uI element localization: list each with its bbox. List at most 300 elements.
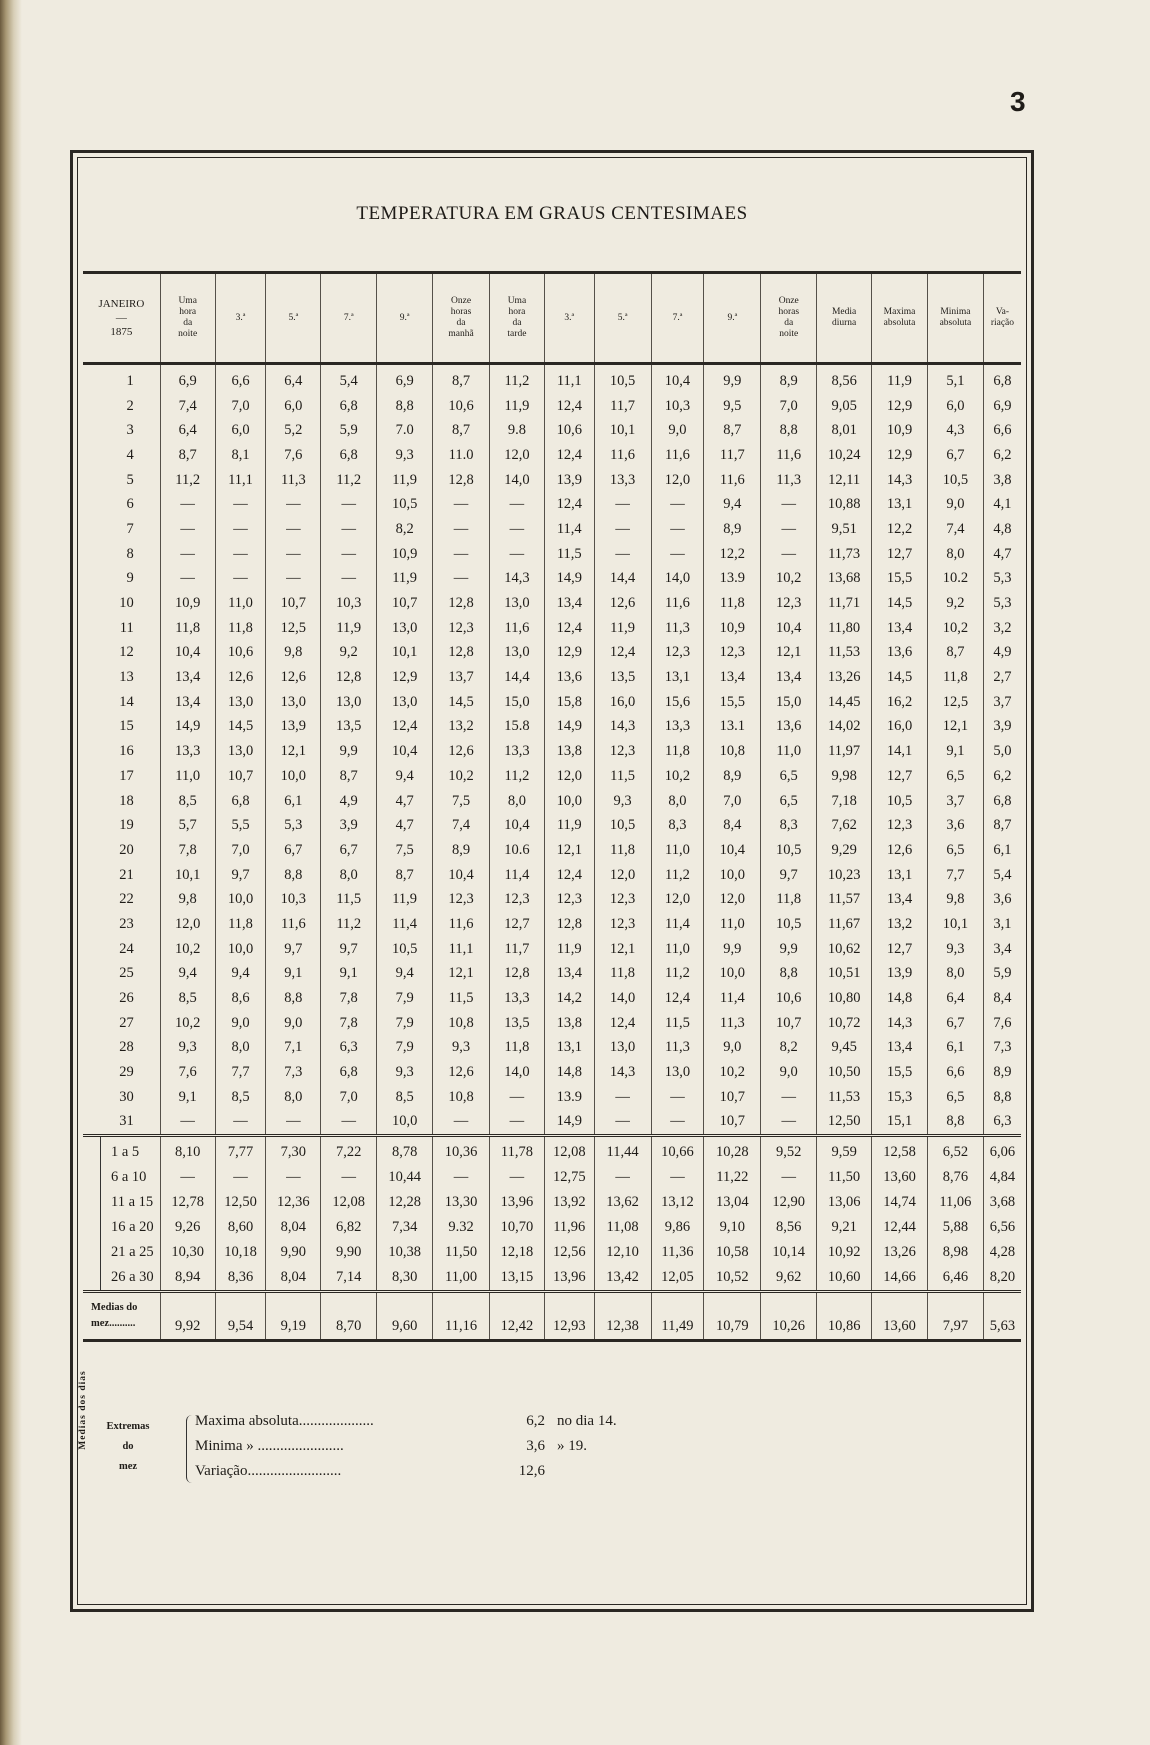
value-cell: 3,8 [983,468,1021,493]
value-cell: 13.1 [704,715,761,740]
value-cell: 11,06 [927,1190,983,1215]
value-cell: 9,3 [927,937,983,962]
value-cell: 8,30 [377,1265,433,1292]
value-cell: 10,7 [266,591,321,616]
extremes-label-line: Extremas [106,1421,150,1432]
value-cell: 10,5 [761,912,817,937]
value-cell: 9,98 [817,764,872,789]
value-cell: 10,2 [927,616,983,641]
value-cell: 9,59 [817,1136,872,1166]
value-cell: 6,2 [983,764,1021,789]
value-cell: 12,2 [872,517,928,542]
value-cell: 10,9 [872,418,928,443]
day-row [83,813,1021,838]
value-cell: 14,0 [489,468,544,493]
value-cell: 11,8 [594,838,651,863]
value-cell: 10,0 [266,764,321,789]
value-cell: 11,53 [817,641,872,666]
value-cell: 10,8 [704,739,761,764]
value-cell: 8,0 [321,863,377,888]
value-cell: 5,3 [983,567,1021,592]
period-average-row [83,1190,1021,1215]
value-cell: 7,6 [983,1011,1021,1036]
column-header-line: noite [178,329,198,339]
value-cell: 14,4 [489,665,544,690]
value-cell: 6,5 [927,838,983,863]
value-cell: 8,98 [927,1240,983,1265]
row-label-cell: 1 a 5 [83,1136,160,1166]
value-cell: 11,6 [266,912,321,937]
value-cell: 11,73 [817,542,872,567]
column-header-line: da [456,318,466,328]
value-cell: 4,3 [927,418,983,443]
column-header-line: absoluta [939,318,972,328]
value-cell: 11,44 [594,1136,651,1166]
row-label-cell: 11 [119,619,134,636]
value-cell: 5,63 [983,1292,1021,1341]
value-cell: 11,3 [266,468,321,493]
value-cell: 11,2 [321,468,377,493]
value-cell: 12,3 [704,641,761,666]
value-cell: 8,8 [761,418,817,443]
month-header [83,273,160,364]
value-cell: 7,62 [817,813,872,838]
value-cell: — [489,1110,544,1136]
period-average-row [83,1215,1021,1240]
value-cell: 13.9 [544,1085,594,1110]
row-label-cell: 30 [119,1088,134,1105]
extreme-value: 6,2 [526,1413,545,1429]
value-cell: 6,1 [983,838,1021,863]
value-cell: 10,80 [817,986,872,1011]
value-cell: 6,2 [983,443,1021,468]
value-cell: 13,6 [544,665,594,690]
value-cell: 13,6 [761,715,817,740]
value-cell: — [594,542,651,567]
value-cell: 9,0 [266,1011,321,1036]
value-cell: 7,3 [983,1036,1021,1061]
value-cell: 10,4 [433,863,490,888]
value-cell: 6,7 [266,838,321,863]
value-cell: 6,46 [927,1265,983,1292]
period-average-rows [83,1136,1021,1292]
column-header [761,273,817,364]
value-cell: 11,9 [377,567,433,592]
column-header [321,273,377,364]
value-cell: 13,9 [266,715,321,740]
value-cell: — [160,492,215,517]
value-cell: 12,4 [651,986,704,1011]
value-cell: 9,4 [377,764,433,789]
value-cell: 7,7 [215,1060,266,1085]
value-cell: 13,26 [817,665,872,690]
column-header-line: hora [508,307,526,317]
value-cell: 6,6 [215,364,266,394]
value-cell: 5,9 [983,962,1021,987]
value-cell: 10,38 [377,1240,433,1265]
value-cell: — [761,1085,817,1110]
value-cell: 7,9 [377,986,433,1011]
value-cell: 10,5 [594,813,651,838]
value-cell: 9,90 [266,1240,321,1265]
column-header-line: horas [450,307,472,317]
value-cell: 9,7 [266,937,321,962]
value-cell: — [321,517,377,542]
value-cell: 10,6 [761,986,817,1011]
value-cell: 5,2 [266,418,321,443]
value-cell: 10,7 [377,591,433,616]
value-cell: 11,2 [160,468,215,493]
value-cell: 15,3 [872,1085,928,1110]
value-cell: 8,1 [215,443,266,468]
row-label-cell: 12 [119,644,134,661]
value-cell: 11,8 [704,591,761,616]
value-cell: 7,4 [927,517,983,542]
value-cell: 6,7 [321,838,377,863]
value-cell: 7,0 [704,789,761,814]
row-label-cell: 27 [119,1014,134,1031]
value-cell: 13,2 [433,715,490,740]
value-cell: 11,16 [433,1292,490,1341]
value-cell: 11,6 [651,443,704,468]
value-cell: 12,6 [433,739,490,764]
value-cell: — [651,1110,704,1136]
column-header-line: Onze [778,296,799,306]
value-cell: 12,9 [872,394,928,419]
value-cell: 9,0 [927,492,983,517]
value-cell: — [489,1085,544,1110]
value-cell: 7,30 [266,1136,321,1166]
value-cell: 10,8 [433,1085,490,1110]
period-brace [100,1137,101,1165]
value-cell: 11,6 [594,443,651,468]
value-cell: 12,3 [544,887,594,912]
value-cell: 4,1 [983,492,1021,517]
value-cell: — [266,517,321,542]
value-cell: 13,1 [651,665,704,690]
value-cell: 10,1 [377,641,433,666]
value-cell: 13,0 [489,591,544,616]
value-cell: 11,3 [761,468,817,493]
value-cell: 12,4 [544,616,594,641]
value-cell: 7,97 [927,1292,983,1341]
value-cell: 13,3 [160,739,215,764]
day-row [83,838,1021,863]
value-cell: — [266,542,321,567]
value-cell: 12,08 [544,1136,594,1166]
value-cell: 13,62 [594,1190,651,1215]
row-label-cell: 29 [119,1064,134,1081]
day-row [83,789,1021,814]
value-cell: 13,6 [872,641,928,666]
value-cell: 8,8 [983,1085,1021,1110]
period-brace [100,1240,101,1265]
value-cell: 10,5 [377,937,433,962]
value-cell: — [761,517,817,542]
value-cell: 10,4 [377,739,433,764]
value-cell: 9,7 [761,863,817,888]
value-cell: 11,9 [377,887,433,912]
row-label-cell: 7 [126,520,134,537]
row-label-cell: 10 [119,595,134,612]
day-row [83,912,1021,937]
value-cell: 12,3 [433,887,490,912]
value-cell: 13,0 [215,739,266,764]
value-cell: 9,45 [817,1036,872,1061]
period-brace [100,1215,101,1240]
column-header-line: Minima [940,307,971,317]
value-cell: 13,7 [433,665,490,690]
value-cell: 8,76 [927,1165,983,1190]
value-cell: 12,6 [872,838,928,863]
value-cell: 6,8 [321,443,377,468]
value-cell: 13,06 [817,1190,872,1215]
value-cell: 14,8 [544,1060,594,1085]
value-cell: 11,6 [489,616,544,641]
value-cell: 8,10 [160,1136,215,1166]
value-cell: 8,5 [377,1085,433,1110]
value-cell: 11,9 [872,364,928,394]
value-cell: 7,0 [321,1085,377,1110]
temperature-table [83,271,1021,1342]
value-cell: 11,2 [489,364,544,394]
value-cell: 15,0 [489,690,544,715]
value-cell: 7,4 [160,394,215,419]
month-extremes [93,1407,793,1497]
value-cell: 9,29 [817,838,872,863]
value-cell: 7,8 [160,838,215,863]
value-cell: 11,53 [817,1085,872,1110]
column-header-line: hora [179,307,197,317]
value-cell: 10,7 [215,764,266,789]
value-cell: 11,78 [489,1136,544,1166]
value-cell: 8,7 [321,764,377,789]
value-cell: 16,2 [872,690,928,715]
value-cell: 4,7 [983,542,1021,567]
value-cell: 14,0 [651,567,704,592]
value-cell: 11,6 [761,443,817,468]
value-cell: — [489,517,544,542]
value-cell: 10,36 [433,1136,490,1166]
value-cell: 11,50 [433,1240,490,1265]
value-cell: 12,36 [266,1190,321,1215]
value-cell: — [321,492,377,517]
value-cell: 10,30 [160,1240,215,1265]
value-cell: 9,51 [817,517,872,542]
value-cell: 8,0 [266,1085,321,1110]
value-cell: 12,1 [761,641,817,666]
value-cell: 12,10 [594,1240,651,1265]
value-cell: 8,8 [761,962,817,987]
value-cell: 10,9 [704,616,761,641]
value-cell: 12,18 [489,1240,544,1265]
value-cell: 9,62 [761,1265,817,1292]
value-cell: 8,8 [266,863,321,888]
value-cell: 10,52 [704,1265,761,1292]
value-cell: — [761,1165,817,1190]
value-cell: 11,7 [594,394,651,419]
value-cell: 12,8 [489,962,544,987]
value-cell: 10,1 [160,863,215,888]
value-cell: 13,0 [377,616,433,641]
day-row [83,986,1021,1011]
value-cell: — [321,1110,377,1136]
value-cell: 13,4 [544,962,594,987]
value-cell: 10,23 [817,863,872,888]
value-cell: 10,88 [817,492,872,517]
period-average-row [83,1136,1021,1166]
value-cell: 7,5 [377,838,433,863]
value-cell: 10,7 [704,1085,761,1110]
value-cell: 8,7 [704,418,761,443]
value-cell: 12,4 [377,715,433,740]
row-label-cell: 28 [119,1039,134,1056]
column-header-line: da [183,318,193,328]
month-name: JANEIRO [98,298,145,310]
day-row [83,863,1021,888]
column-header [927,273,983,364]
value-cell: 9,0 [704,1036,761,1061]
value-cell: 12,5 [927,690,983,715]
value-cell: 9.32 [433,1215,490,1240]
value-cell: 14,8 [872,986,928,1011]
value-cell: — [651,492,704,517]
value-cell: 11,8 [489,1036,544,1061]
value-cell: 12,4 [544,443,594,468]
value-cell: 12,4 [544,492,594,517]
value-cell: 12,1 [544,838,594,863]
value-cell: 7,0 [761,394,817,419]
value-cell: — [215,1165,266,1190]
column-header-line: 3.ª [564,312,575,323]
value-cell: — [160,517,215,542]
row-label-cell: 3 [126,422,134,439]
row-label-cell: 18 [119,792,134,809]
value-cell: 15,1 [872,1110,928,1136]
value-cell: 13,1 [544,1036,594,1061]
value-cell: 10,3 [266,887,321,912]
value-cell: 6,9 [983,394,1021,419]
value-cell: 9,1 [160,1085,215,1110]
value-cell: 10,62 [817,937,872,962]
day-row [83,641,1021,666]
value-cell: 14,3 [872,1011,928,1036]
value-cell: 12,1 [594,937,651,962]
value-cell: 4,7 [377,789,433,814]
value-cell: — [266,567,321,592]
value-cell: 13,5 [489,1011,544,1036]
value-cell: 6,0 [266,394,321,419]
day-row [83,887,1021,912]
value-cell: 8,7 [983,813,1021,838]
column-header-line: diurna [831,318,857,328]
value-cell: 12,6 [215,665,266,690]
row-label-cell: 16 [119,743,134,760]
value-cell: 12,7 [489,912,544,937]
value-cell: 12,6 [433,1060,490,1085]
value-cell: 12,0 [704,887,761,912]
value-cell: — [651,1085,704,1110]
value-cell: 9,2 [927,591,983,616]
column-header [817,273,872,364]
value-cell: 13,12 [651,1190,704,1215]
value-cell: 10,79 [704,1292,761,1341]
column-header [594,273,651,364]
value-cell: 10,9 [160,591,215,616]
value-cell: — [433,492,490,517]
day-row [83,517,1021,542]
value-cell: 8,60 [215,1215,266,1240]
value-cell: 12,42 [489,1292,544,1341]
daily-rows [83,364,1021,1136]
value-cell: 11,1 [215,468,266,493]
value-cell: 6,3 [983,1110,1021,1136]
value-cell: 11,8 [215,616,266,641]
value-cell: 10,50 [817,1060,872,1085]
value-cell: 6,8 [983,364,1021,394]
value-cell: 5,4 [321,364,377,394]
value-cell: 4,28 [983,1240,1021,1265]
value-cell: 13,60 [872,1292,928,1341]
value-cell: 13,3 [651,715,704,740]
extreme-value: 12,6 [518,1463,545,1479]
value-cell: 3,9 [983,715,1021,740]
value-cell: 8,8 [377,394,433,419]
value-cell: — [761,1110,817,1136]
value-cell: 11,4 [704,986,761,1011]
value-cell: 11,71 [817,591,872,616]
value-cell: 8,3 [651,813,704,838]
extreme-label: Maxima absoluta.................... [195,1413,374,1429]
day-row [83,739,1021,764]
value-cell: 10,26 [761,1292,817,1341]
row-label-cell: 6 a 10 [83,1165,160,1190]
value-cell: 6,5 [927,764,983,789]
value-cell: 12,05 [651,1265,704,1292]
value-cell: 9,1 [266,962,321,987]
value-cell: 11.0 [433,443,490,468]
value-cell: 9,52 [761,1136,817,1166]
value-cell: 9,0 [761,1060,817,1085]
column-header [377,273,433,364]
value-cell: 11,0 [160,764,215,789]
value-cell: 13,26 [872,1240,928,1265]
row-label-cell: 26 [119,990,134,1007]
extremes-label-line: mez [118,1461,138,1472]
value-cell: 5,3 [266,813,321,838]
table-frame [70,150,1034,1612]
value-cell: 8,70 [321,1292,377,1341]
day-row [83,937,1021,962]
value-cell: 6,8 [983,789,1021,814]
value-cell: 4,84 [983,1165,1021,1190]
value-cell: 9,9 [761,937,817,962]
value-cell: 8,9 [761,364,817,394]
value-cell: 7,18 [817,789,872,814]
value-cell: 6,8 [321,394,377,419]
value-cell: 11,9 [594,616,651,641]
value-cell: — [215,492,266,517]
value-cell: 10,2 [160,937,215,962]
value-cell: 10,0 [215,937,266,962]
value-cell: 4,9 [321,789,377,814]
value-cell: 13.9 [704,567,761,592]
value-cell: 12,6 [266,665,321,690]
value-cell: 11,5 [544,542,594,567]
column-header-line: horas [778,307,800,317]
column-header-line: da [512,318,522,328]
value-cell: 9,86 [651,1215,704,1240]
